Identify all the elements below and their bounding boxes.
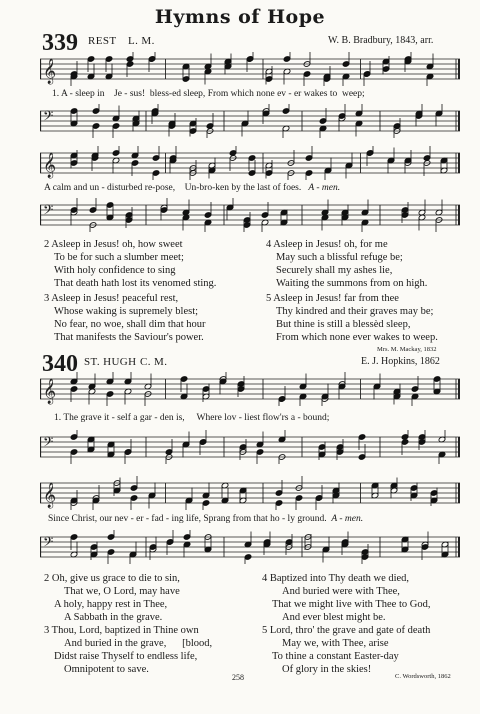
verse-line: 3 Thou, Lord, baptized in Thine own: [44, 625, 199, 636]
lyric-line: A calm and un - disturbed re-pose, Un-bro-ken by the last of foes. A - men.: [44, 183, 341, 193]
music-system: [40, 476, 460, 510]
tune-name: REST: [88, 35, 117, 47]
verse-line: Of glory in the skies!: [282, 664, 372, 675]
hymn-number: 340: [42, 351, 78, 377]
music-system: [40, 372, 460, 406]
verse-line: That we, O Lord, may have: [64, 586, 180, 597]
meter: L. M.: [128, 35, 155, 47]
composer: E. J. Hopkins, 1862: [361, 356, 440, 367]
verse-line: A holy, happy rest in Thee,: [54, 599, 168, 610]
verse-line: 4 Baptized into Thy death we died,: [262, 573, 410, 584]
verse-line: Didst raise Thyself to endless life,: [54, 651, 198, 662]
verse-line: 5 Lord, thro' the grave and gate of death: [262, 625, 431, 636]
verse-line: And buried were with Thee,: [282, 586, 400, 597]
verse-line: That manifests the Saviour's power.: [54, 332, 204, 343]
verse-line: A Sabbath in the grave.: [64, 612, 163, 623]
composer: W. B. Bradbury, 1843, arr.: [328, 35, 434, 46]
verse-line: That death hath lost its venomed sting.: [54, 278, 217, 289]
music-staff: [40, 476, 460, 510]
verse-line: 3 Asleep in Jesus! peaceful rest,: [44, 293, 179, 304]
author-credit: C. Wordsworth, 1862: [395, 673, 451, 680]
treble-clef-icon: 𝄞: [43, 153, 57, 178]
verse-line: No fear, no woe, shall dim that hour: [54, 319, 206, 330]
verse-column-right: [262, 572, 430, 676]
verse-line: Waiting the summons from on high.: [276, 278, 428, 289]
verse-line: And ever blest might be.: [282, 612, 386, 623]
verse-line: Omnipotent to save.: [64, 664, 149, 675]
verse-line: But thine is still a blessèd sleep,: [276, 319, 411, 330]
verse-line: And buried in the grave, [blood,: [64, 638, 213, 649]
music-staff: [40, 52, 460, 86]
music-system: [40, 198, 460, 232]
verse-line: May we, with Thee, arise: [282, 638, 389, 649]
verse-line: With holy confidence to sing: [54, 265, 176, 276]
treble-clef-icon: 𝄞: [43, 59, 57, 84]
treble-clef-icon: 𝄞: [43, 379, 57, 404]
music-staff: [40, 198, 460, 232]
lyric-line: Since Christ, our nev - er - fad - ing life, Sprang from that ho - ly ground. A - men.: [48, 514, 364, 524]
verse-line: 2 Asleep in Jesus! oh, how sweet: [44, 239, 183, 250]
music-system: [40, 146, 460, 180]
verse-line: May such a blissful refuge be;: [276, 252, 403, 263]
verse-line: To thine a constant Easter-day: [272, 651, 399, 662]
verse-line: Securely shall my ashes lie,: [276, 265, 393, 276]
verse-line: From which none ever wakes to weep.: [276, 332, 438, 343]
music-staff: [40, 430, 460, 464]
verse-line: 5 Asleep in Jesus! far from thee: [266, 293, 399, 304]
verse-line: 2 Oh, give us grace to die to sin,: [44, 573, 180, 584]
bass-clef-icon: 𝄢: [43, 108, 54, 127]
author-credit: Mrs. M. Mackay, 1832: [377, 346, 437, 353]
verse-line: 4 Asleep in Jesus! oh, for me: [266, 239, 388, 250]
bass-clef-icon: 𝄢: [43, 202, 54, 221]
hymn-number: 339: [42, 30, 78, 56]
meter: C. M.: [140, 356, 168, 368]
verse-column-left: [44, 572, 212, 676]
music-staff: [40, 372, 460, 406]
lyric-line: 1. The grave it - self a gar - den is, Where lov - liest flow'rs a - bound;: [54, 413, 330, 423]
music-staff: [40, 104, 460, 138]
music-system: [40, 52, 460, 86]
music-staff: [40, 530, 460, 564]
verse-line: That we might live with Thee to God,: [272, 599, 431, 610]
lyric-line: 1. A - sleep in Je - sus! bless-ed sleep, From which none ev - er wakes to weep;: [52, 89, 365, 99]
music-system: [40, 430, 460, 464]
verse-line: To be for such a slumber meet;: [54, 252, 184, 263]
verse-line: Thy kindred and their graves may be;: [276, 306, 434, 317]
treble-clef-icon: 𝄞: [43, 483, 57, 508]
verse-line: Whose waking is supremely blest;: [54, 306, 199, 317]
bass-clef-icon: 𝄢: [43, 534, 54, 553]
bass-clef-icon: 𝄢: [43, 434, 54, 453]
page-number: 258: [232, 673, 244, 682]
music-staff: [40, 146, 460, 180]
verse-column-left: [44, 238, 216, 344]
verse-column-right: [266, 238, 438, 344]
music-system: [40, 530, 460, 564]
page-header-title: Hymns of Hope: [154, 6, 326, 28]
music-system: [40, 104, 460, 138]
tune-name: ST. HUGH: [84, 356, 137, 368]
